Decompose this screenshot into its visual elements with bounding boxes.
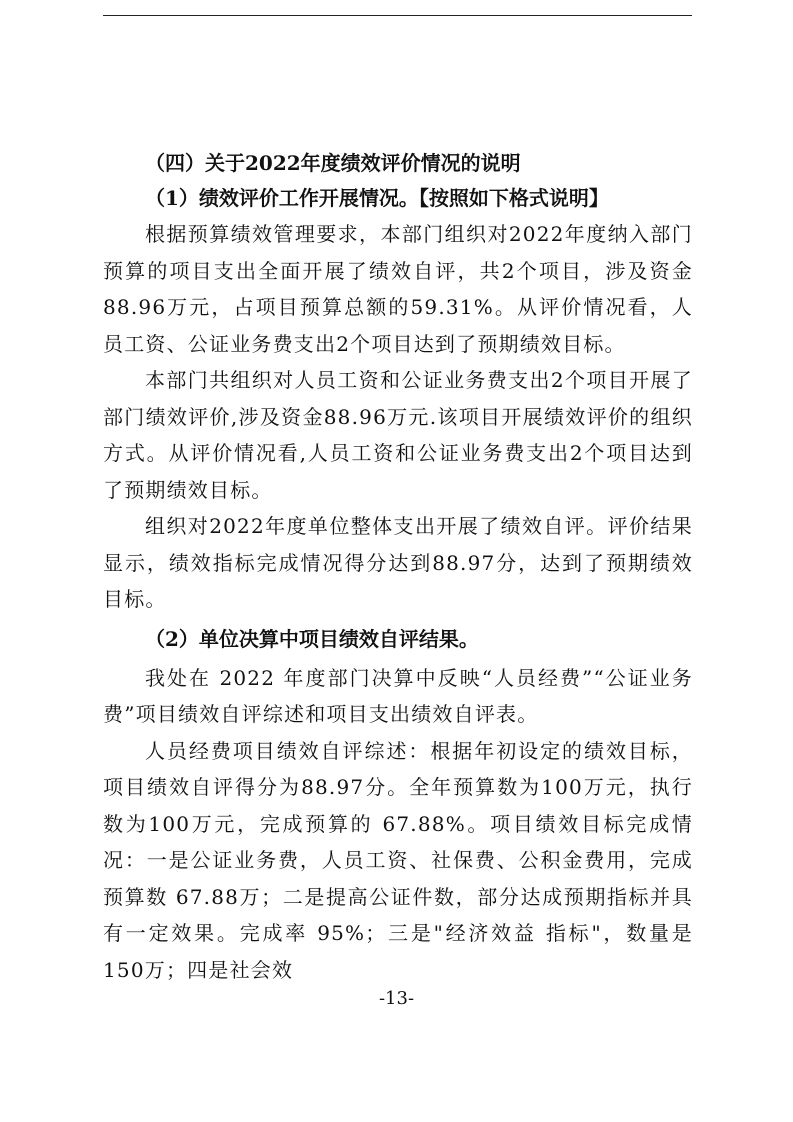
subheading-evaluation-work: （1）绩效评价工作开展情况。【按照如下格式说明】 bbox=[145, 186, 609, 210]
header-rule bbox=[103, 15, 692, 16]
section-heading-4: （四）关于2022年度绩效评价情况的说明 bbox=[145, 151, 521, 175]
paragraph-final-accounts: 我处在 2022 年度部门决算中反映“人员经费”“公证业务费”项目绩效自评综述和项目支出绩效自评表。 bbox=[103, 665, 693, 726]
paragraph-department-evaluation: 本部门共组织对人员工资和公证业务费支出2个项目开展了部门绩效评价,涉及资金88.96万元.该项目开展绩效评价的组织方式。从评价情况看,人员工资和公证业务费支出2个项目达到了预期绩效目标。 bbox=[103, 368, 693, 502]
document-body bbox=[103, 146, 693, 988]
page-number: -13- bbox=[378, 988, 415, 1009]
subheading-self-evaluation-results: （2）单位决算中项目绩效自评结果。 bbox=[145, 626, 479, 651]
paragraph-overall-evaluation: 组织对2022年度单位整体支出开展了绩效自评。评价结果显示，绩效指标完成情况得分达到88.97分，达到了预期绩效目标。 bbox=[103, 514, 693, 611]
paragraph-personnel-summary: 人员经费项目绩效自评综述：根据年初设定的绩效目标，项目绩效自评得分为88.97分。全年预算数为100万元，执行数为100万元，完成预算的 67.88%。项目绩效目标完成情况：一是公证业务费，人员工资、社保费、公积金费用，完成预算数 67.88万；二是提高公证件数，部分达成预期指标并具有一定效果。完成率 95%；三是"经济效益 指标"，数量是 150万；四是社会效 bbox=[103, 738, 693, 982]
paragraph-evaluation-overview: 根据预算绩效管理要求，本部门组织对2022年度纳入部门预算的项目支出全面开展了绩效自评，共2个项目，涉及资金88.96万元，占项目预算总额的59.31%。从评价情况看，人员工资、公证业务费支出2个项目达到了预期绩效目标。 bbox=[103, 222, 693, 356]
